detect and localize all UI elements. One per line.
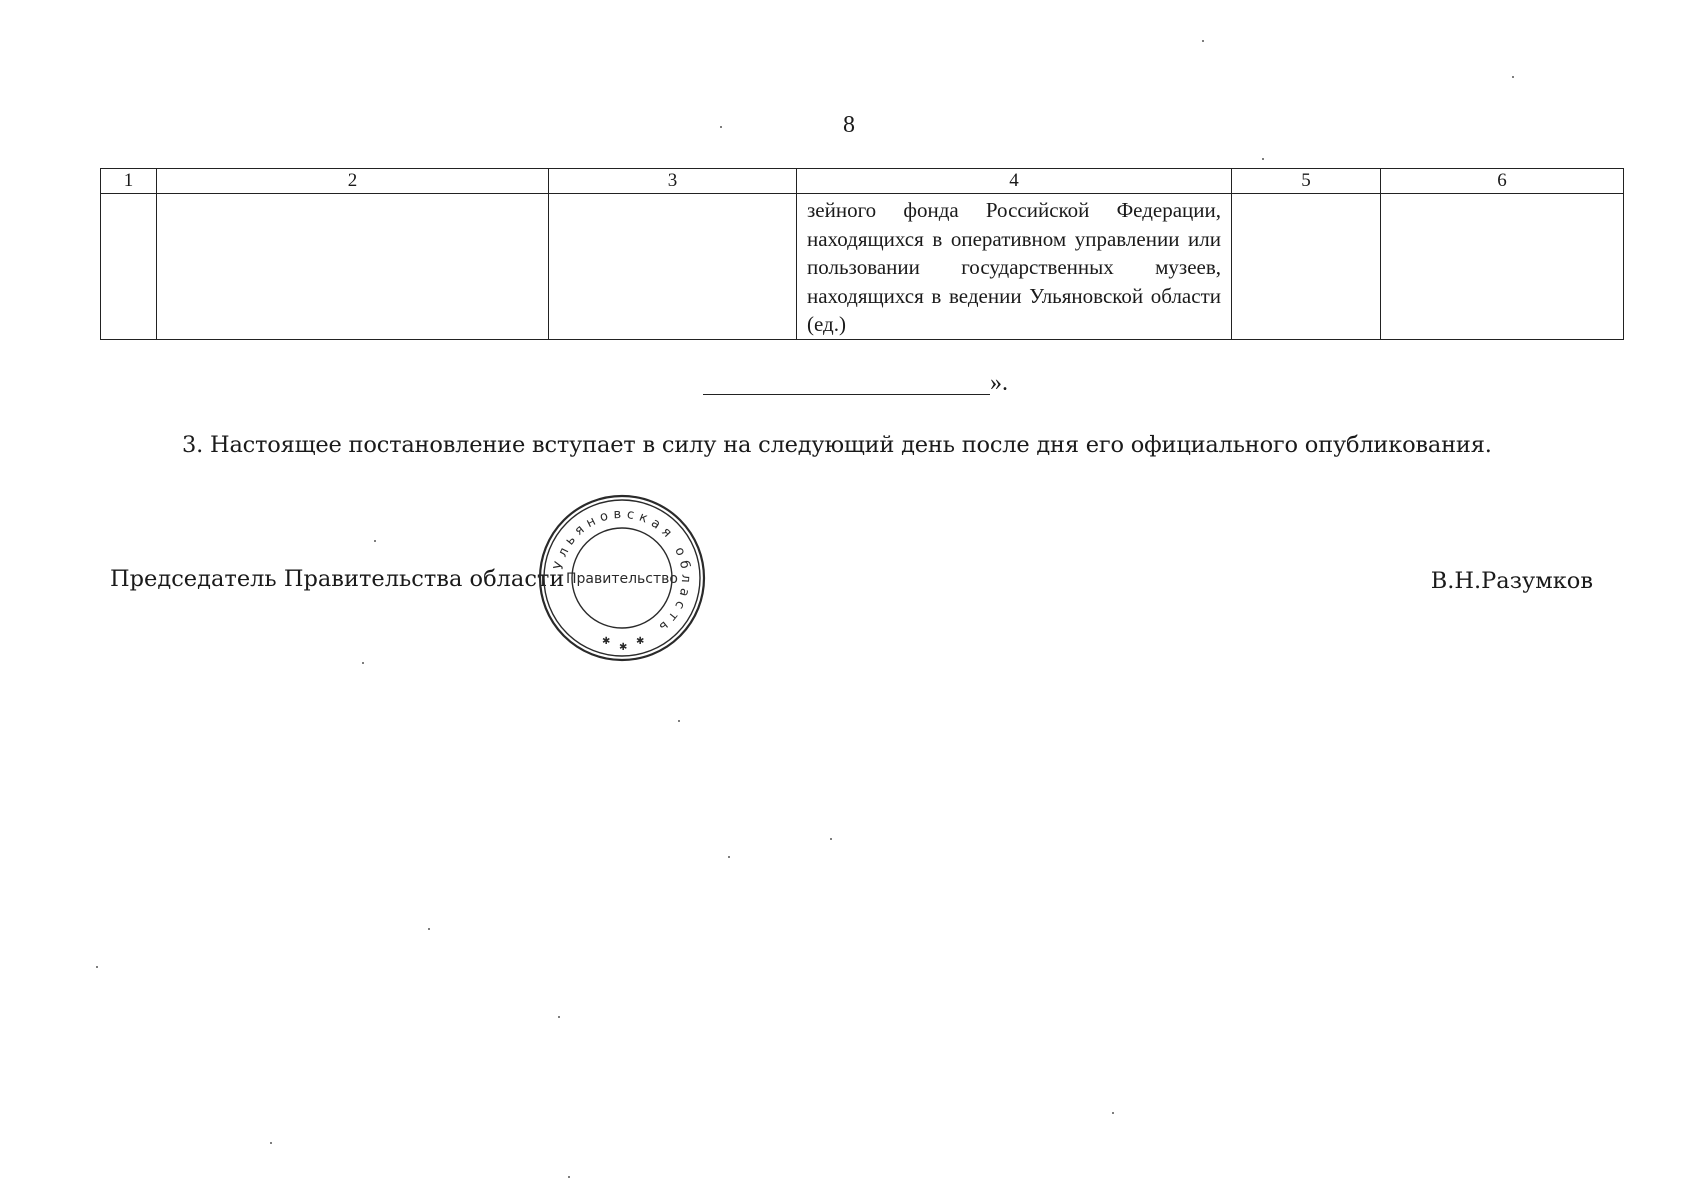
table-header-cell: 1 xyxy=(101,169,157,194)
scan-speck xyxy=(728,856,730,858)
seal-star-icon: ✱ xyxy=(602,636,611,647)
table-header-cell: 2 xyxy=(157,169,549,194)
clause-paragraph: 3. Настоящее постановление вступает в силу на следующий день после дня его официального опубликования. xyxy=(182,432,1492,458)
scan-speck xyxy=(830,838,832,840)
seal-ring-text: Ульяновская область xyxy=(551,506,694,638)
scan-speck xyxy=(1112,1112,1114,1114)
scan-speck xyxy=(1262,158,1264,160)
signer-name: В.Н.Разумков xyxy=(1430,568,1593,594)
scan-speck xyxy=(428,928,430,930)
indicator-table xyxy=(100,168,1624,340)
seal-star-icon: ✱ xyxy=(619,642,628,653)
scan-speck xyxy=(678,720,680,722)
closing-quote-mark: ». xyxy=(990,370,1008,396)
table-cell-indicator-text: зейного фонда Российской Федерации, находящихся в оперативном управлении или пользовании государственных музеев, находящихся в ведении Ульяновской области (ед.) xyxy=(797,194,1232,340)
table-header-cell: 6 xyxy=(1381,169,1624,194)
scan-speck xyxy=(558,1016,560,1018)
table-cell xyxy=(1381,194,1624,340)
closing-underline xyxy=(703,370,990,395)
scan-speck xyxy=(96,966,98,968)
table-header-cell: 4 xyxy=(797,169,1232,194)
scan-speck xyxy=(1512,76,1514,78)
page-number: 8 xyxy=(843,112,855,138)
official-seal xyxy=(536,492,708,664)
table-cell xyxy=(549,194,797,340)
scan-speck xyxy=(720,126,722,128)
scan-speck xyxy=(568,1176,570,1178)
scan-speck xyxy=(1202,40,1204,42)
table-header-row xyxy=(101,169,1624,194)
table-header-cell: 3 xyxy=(549,169,797,194)
seal-star-icon: ✱ xyxy=(636,636,645,647)
signer-title: Председатель Правительства области xyxy=(110,566,565,592)
seal-center-text: Правительство xyxy=(566,571,678,587)
seal-graphic xyxy=(540,496,704,660)
table-header-cell: 5 xyxy=(1232,169,1381,194)
scan-speck xyxy=(362,662,364,664)
table-cell xyxy=(1232,194,1381,340)
scan-speck xyxy=(270,1142,272,1144)
closing-line xyxy=(703,370,1008,397)
scan-speck xyxy=(374,540,376,542)
table-cell xyxy=(101,194,157,340)
table-cell xyxy=(157,194,549,340)
table-row xyxy=(101,194,1624,340)
